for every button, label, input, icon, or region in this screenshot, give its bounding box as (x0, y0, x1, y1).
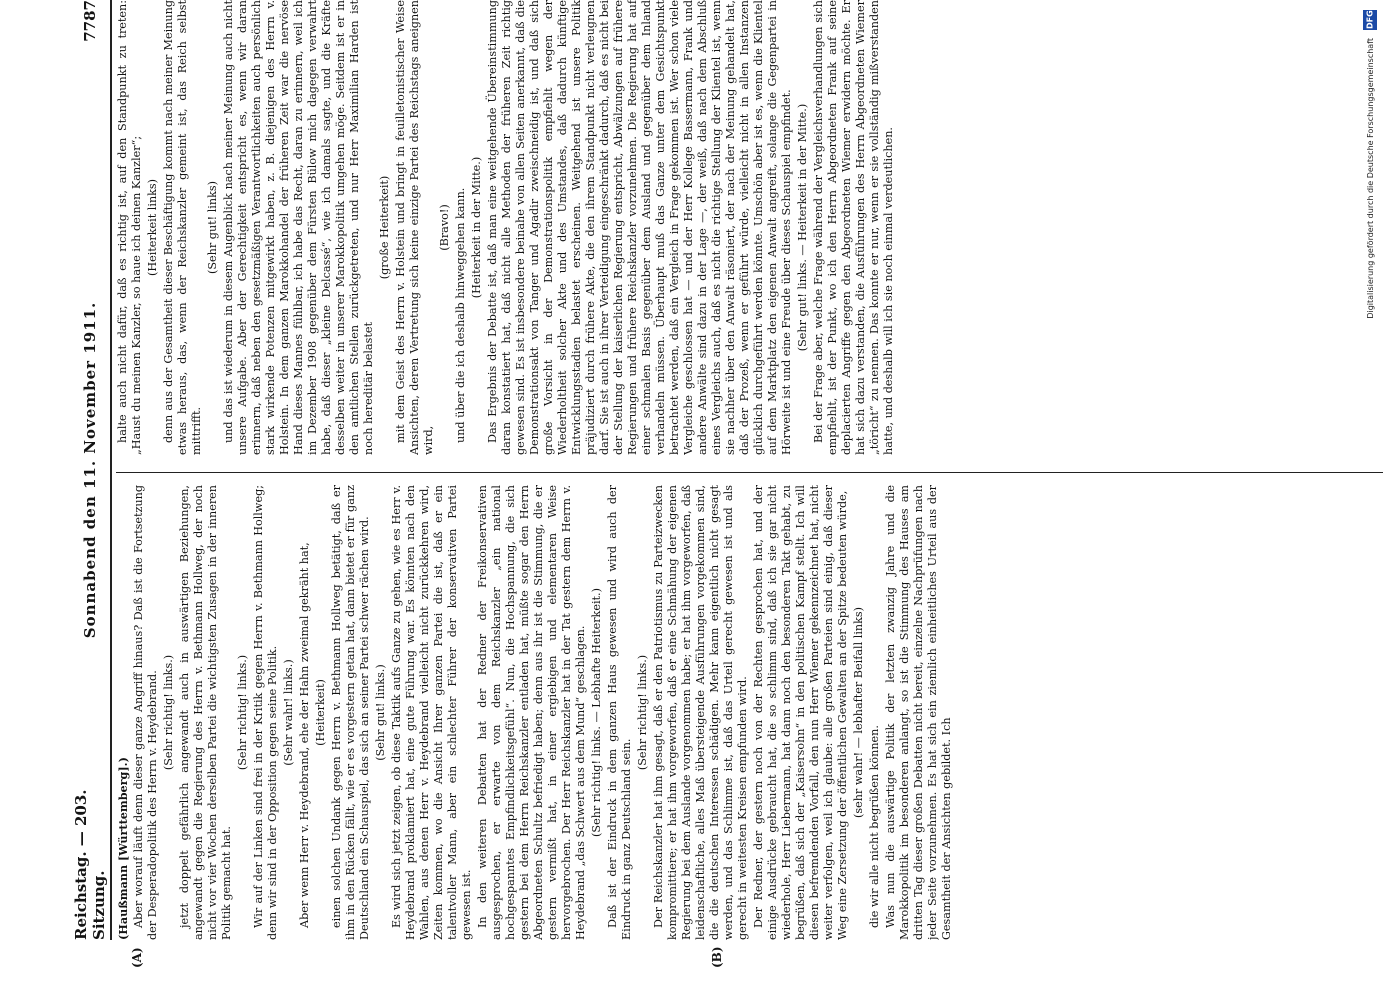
left-col-paragraph: jetzt doppelt gefährlich angewandt auch in auswärtigen Beziehungen, angewandt gegen die Regierung des Herrn v. Bethmann Hollweg, der noch nicht vor vier Wochen derselben Partei die wichtigsten Zusagen in der inneren Politik gemacht hat. (178, 485, 233, 940)
right-col-paragraph: und über die ich deshalb hinweggehen kann. (454, 187, 467, 443)
margin-marker-a: (A) (130, 947, 144, 968)
left-col-interjection: (Sehr gut! links.) (374, 664, 387, 761)
left-col-paragraph: Aber wenn Herr v. Heydebrand, ehe der Hahn zweimal gekräht hat, (298, 542, 311, 928)
left-col-paragraph: Was nun die auswärtige Politik der letzten zwanzig Jahre und die Marokkopolitik im besonderen anlangt, so ist die Stimmung des Hauses am dritten Tag dieser großen Debatten nicht bereit, einzelne Nachprüfungen nach jeder Seite vorzunehmen. Es hat sich ein ziemlich einheitliches Urteil aus der Gesamtheit der Ansichten gebildet. Ich (884, 485, 953, 940)
left-col-interjection: (Sehr richtig! links.) (636, 654, 649, 771)
left-col-paragraph: In den weiteren Debatten hat der Redner der Freikonservativen ausgesprochen, er erwarte von dem Reichskanzler „ein national hochgespanntes Empfindlichkeitsgefühl“. Nun, die Hochspannung, die sich gestern bei dem Herrn Reichskanzler entladen hat, müßte sogar den Herrn Abgeordneten Schultz befriedigt haben; denn aus ihr ist die Stimmung, die er gestern vermißt hat, in einer ergiebigen und elementaren Weise hervorgebrochen. Der Herr Reichskanzler hat in der Tat gestern dem Herrn v. Heydebrand „das Schwert aus dem Mund“ geschlagen. (476, 485, 587, 940)
right-col-interjection: (Bravo!) (438, 204, 451, 251)
right-col-paragraph: denn aus der Gesamtheit dieser Beschäftigung kommt nach meiner Meinung etwas heraus, das, wenn der Reichskanzler gemeint ist, das Reich selbst mittrifft. (162, 0, 203, 455)
right-column (116, 0, 1383, 455)
right-col-paragraph: Bei der Frage aber, welche Frage während der Vergleichsverhandlungen sich empfiehlt, ist der Punkt, wo ich den Herrn Abgeordneten Frank auf seine deplacierten Angriffe gegen den Abgeordneten Wiemer erwidern möchte. Er hat sich dazu verstanden, die Ausführungen des Herrn Abgeordneten Wiemer „töricht“ zu nennen. Das konnte er nur, wenn er sie vollständig mißverstanden hatte, und deshalb will ich sie noch einmal verdeutlichen. (812, 0, 895, 455)
left-col-paragraph: die wir alle nicht begrüßen können. (868, 725, 881, 928)
left-col-paragraph: einen solchen Undank gegen Herrn v. Bethmann Hollweg betätigt, daß er ihm in den Rücken fällt, wie er es vorgestern getan hat, dann bietet er für ganz Deutschland ein Schauspiel, das sich an seiner Partei schwer rächen wird. (330, 485, 371, 940)
right-col-interjection: (Sehr gut! links. — Heiterkeit in der Mitte.) (796, 103, 809, 352)
left-col-interjection: (Sehr richtig! links.) (162, 654, 175, 771)
left-col-paragraph: Aber worauf läuft denn dieser ganze Angriff hinaus? Daß ist die Fortsetzung der Desperadopolitik des Herrn v. Heydebrand. (132, 485, 159, 940)
left-col-paragraph: Wir auf der Linken sind frei in der Kritik gegen Herrn v. Bethmann Hollweg; denn wir sind in der Opposition gegen seine Politik. (252, 485, 279, 940)
left-col-paragraph: Der Redner, der gestern noch von der Rechten gesprochen hat, und der einige Ausdrücke gebraucht hat, die so schlimm sind, daß ich sie gar nicht wiederhole, Herr Liebermann, hat dann noch den besonderen Takt gehabt, zu begrüßen, daß sich der „Kaisersohn“ in den politischen Kampf stellt. Ich will diesen befremdenden Vorfall, den nun Herr Wiemer gekennzeichnet hat, nicht weiter verfolgen, weil ich glaube: alle großen Parteien sind einig, daß dieser Weg eine Zersetzung der öffentlichen Gewalten an der Spitze bedeuten würde, (752, 485, 849, 940)
header-session: Reichstag. — 203. Sitzung. (72, 789, 108, 940)
rotated-page-content (70, 0, 1383, 968)
left-col-paragraph: Es wird sich jetzt zeigen, ob diese Taktik aufs Ganze zu gehen, wie es Herr v. Heydebrand proklamiert hat, eine gute Führung war. Es könnten nach den Wahlen, aus denen Herr v. Heydebrand vielleicht nicht zurückkehren wird, Zeiten kommen, wo die Ansicht Ihrer ganzen Partei die ist, daß er ein talentvoller Mann, aber ein schlechter Führer der konservativen Partei gewesen ist. (390, 485, 473, 940)
right-col-paragraph: halte auch nicht dafür, daß es richtig ist, auf den Standpunkt zu treten: „Haust du meinen Kanzler, so haue ich deinen Kanzler“; (116, 0, 143, 455)
left-col-interjection: (Sehr richtig! links.) (236, 654, 249, 771)
header-date: Sonnabend den 11. November 1911. (81, 301, 99, 639)
page-header (70, 0, 112, 940)
left-col-interjection: (sehr wahr! — lebhafter Beifall links) (852, 606, 865, 819)
left-col-paragraph: Daß ist der Eindruck in dem ganzen Haus gewesen und wird auch der Eindruck in ganz Deutschland sein. (606, 485, 633, 940)
left-col-interjection: (Heiterkeit) (314, 679, 327, 746)
digitization-credit (1363, 10, 1377, 990)
left-col-speaker-label: (Haußmann [Württemberg].) (116, 757, 130, 940)
right-col-paragraph: Das Ergebnis der Debatte ist, daß man eine weitgehende Übereinstimmung daran konstatiert hat, daß nicht alle Methoden der früheren Zeit richtig gewesen sind. Es ist insbesondere beinahe von allen Seiten anerkannt, daß die Demonstrationsakt von Tanger und Agadir zweischneidig ist, und daß sich große Vorsicht in der Demonstrationspolitik empfiehlt wegen der Wiederholtheit solcher Akte und des Umstandes, daß dadurch künftige Entwicklungsstadien belastet erscheinen. Weitgehend ist unsere Politik präjudiziert durch frühere Akte, die den ihrem Standpunkt nicht verleugnen darf. Sie ist auch in ihrer Verteidigung eingeschränkt dadurch, daß es nicht bei der Stellung der kaiserlichen Regierung entspricht, Abwälzungen auf frühere Regierungen und frühere Reichskanzler vorzunehmen. Die Regierung hat auf einer schmalen Basis gegenüber dem Ausland und gegenüber dem Inland verhandeln müssen. Überhaupt muß das Ganze unter dem Gesichtspunkt betrachtet werden, daß ein Vergleich in Frage gekommen ist. Wer schon viele Vergleiche geschlossen hat — und der Herr Kollege Bassermann, Frank und andere Anwälte sind dazu in der Lage —, der weiß, daß nach dem Abschluß eines Vergleichs auch, daß es nicht die richtige Stellung der Klientel ist, wenn sie nachher über den Anwalt räsoniert, der nach der Meinung gehandelt hat, daß der Prozeß, wenn er geführt würde, vielleicht nicht in allen Instanzen glücklich durchgeführt werden könnte. Umschön aber ist es, wenn die Klientel auf dem Marktplatz den eigenen Anwalt angreift, solange die Gegenpartei in Hörweite ist und eine Freude über dieses Schauspiel empfindet. (486, 0, 793, 455)
right-col-interjection: (große Heiterkeit) (378, 175, 391, 280)
margin-marker-b: (B) (710, 946, 724, 968)
dfg-logo: DFG (1363, 10, 1377, 30)
left-col-interjection: (Sehr richtig! links. — Lebhafte Heiterkeit.) (590, 588, 603, 837)
right-col-interjection: (Sehr gut! links) (206, 181, 219, 274)
right-col-paragraph: mit dem Geist des Herrn v. Holstein und bringt in feuilletonistischer Weise Ansichten, deren Vertretung sich keine einzige Partei des Reichstags aneignen wird, (394, 0, 435, 455)
right-col-interjection: (Heiterkeit links) (146, 178, 159, 277)
text-columns (116, 0, 1383, 940)
credit-text: Digitalisierung gefördert durch die Deutsche Forschungsgemeinschaft (1365, 38, 1375, 319)
page-number: 7787 (81, 0, 99, 42)
left-col-paragraph: Der Reichskanzler hat ihm gesagt, daß er den Patriotismus zu Parteizwecken kompromittiere; er hat ihm vorgeworfen, daß er eine Schmähung der eigenen Regierung bei dem Auslande vorgenommen habe; er hat ihm vorgeworfen, daß leidenschaftliche, alles Maß übersteigende Ausführungen vorgekommen sind, die die deutschen Interessen schädigen. Mehr kann eigentlich nicht gesagt werden, und das Schlimme ist, daß das Urteil gerecht gewesen ist und als gerecht in weitesten Kreisen empfunden wird. (652, 485, 749, 940)
left-col-interjection: (Sehr wahr! links.) (282, 659, 295, 766)
column-divider (116, 472, 1383, 473)
right-col-paragraph: und das ist wiederum in diesem Augenblick nach meiner Meinung auch nicht unsere Aufgabe. Aber der Gerechtigkeit entspricht es, wenn wir daran erinnern, daß neben den gesetzmäßigen Verantwortlichkeiten auch persönlich stark wirkende Potenzen mitgewirkt haben, z. B. diejenigen des Herrn v. Holstein. In dem ganzen Marokkohandel der früheren Zeit war die nervöse Hand dieses Mannes fühlbar, ich habe das Recht, daran zu erinnern, weil ich im Dezember 1908 gegenüber dem Fürsten Bülow mich dagegen verwahrt habe, daß dieser „kleine Delcassé“, wie ich damals sagte, und die Kräfte desselben weiter in unserer Marokkopolitik umgehen möge. Seitdem ist er in den amtlichen Stellen zurückgetreten, und nur Herr Maximilian Harden ist noch hereditär belastet (222, 0, 375, 455)
left-column (116, 485, 1383, 940)
right-col-interjection: (Heiterkeit in der Mitte.) (470, 156, 483, 299)
